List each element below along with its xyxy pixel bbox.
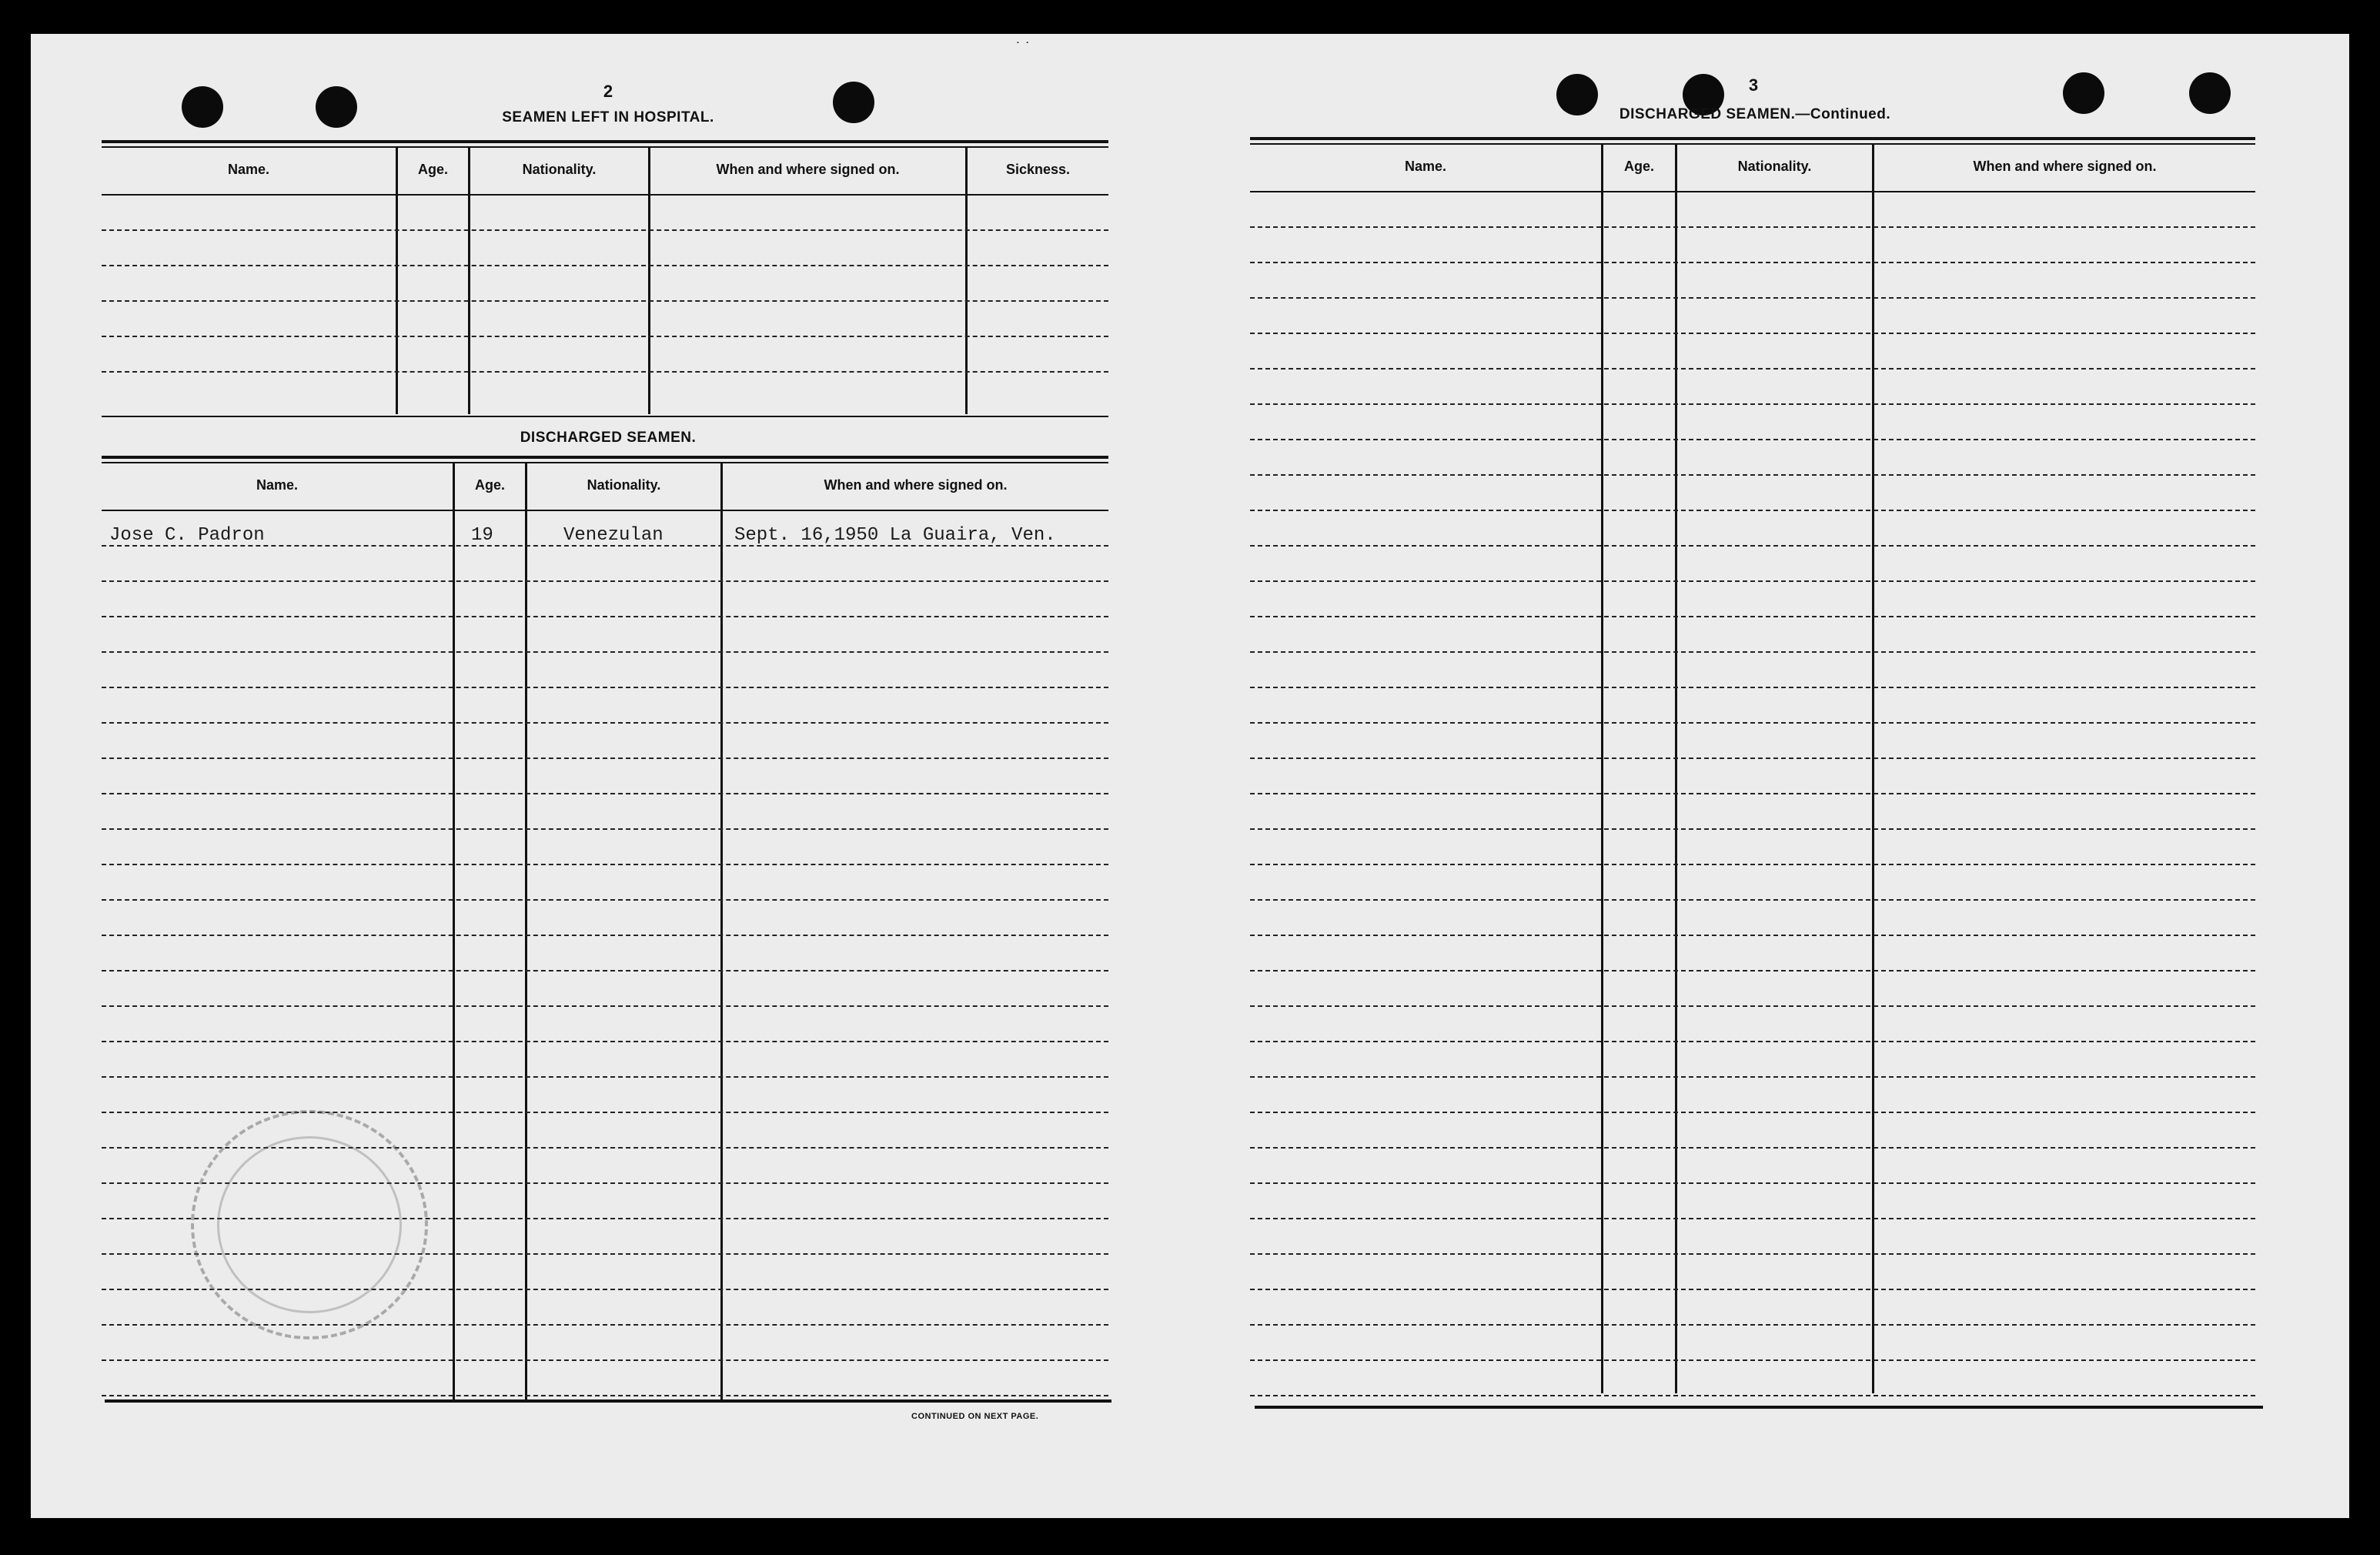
table-row	[1250, 970, 2255, 971]
table-row	[102, 371, 1108, 373]
table-row	[1250, 226, 2255, 228]
right-table-top-rule-2	[1250, 143, 2255, 145]
table-row	[1250, 1395, 2255, 1396]
table-row	[1250, 616, 2255, 617]
table-row	[1250, 297, 2255, 299]
hospital-col-nationality: Nationality.	[522, 162, 597, 177]
discharged-table-top-rule-2	[102, 462, 1108, 463]
table-row	[102, 1112, 1108, 1113]
discharged-col-nationality: Nationality.	[587, 477, 661, 493]
hospital-col-name: Name.	[227, 162, 270, 177]
table-row	[1250, 1076, 2255, 1078]
table-row	[1250, 1359, 2255, 1361]
table-row	[1250, 1182, 2255, 1184]
table-row	[1250, 1253, 2255, 1255]
discharged-row-name: Jose C. Padron	[109, 525, 265, 546]
table-row	[1250, 474, 2255, 476]
table-row	[1250, 439, 2255, 440]
table-row	[1250, 1289, 2255, 1290]
table-row	[102, 1005, 1108, 1007]
hospital-col-age: Age.	[417, 162, 448, 177]
right-table-bottom-rule	[1255, 1406, 2263, 1409]
table-row	[102, 616, 1108, 617]
table-row	[1250, 935, 2255, 936]
hospital-table-top-rule	[102, 140, 1108, 143]
continued-note: CONTINUED ON NEXT PAGE.	[911, 1412, 1039, 1421]
table-row	[102, 336, 1108, 337]
table-row	[1250, 1218, 2255, 1219]
right-rows	[1250, 191, 2255, 1400]
table-row	[1250, 651, 2255, 653]
table-row	[102, 793, 1108, 794]
table-row	[102, 229, 1108, 231]
table-row	[1250, 580, 2255, 582]
page-number: 2	[603, 82, 613, 101]
table-row	[102, 864, 1108, 865]
punch-hole-icon	[2063, 72, 2104, 114]
table-row	[1250, 1147, 2255, 1149]
table-row	[102, 300, 1108, 302]
table-row	[102, 722, 1108, 724]
hospital-col-signed-on: When and where signed on.	[716, 162, 900, 177]
punch-hole-icon	[182, 86, 223, 128]
discharged-col-age: Age.	[474, 477, 505, 493]
discharged-section-title: DISCHARGED SEAMEN.	[520, 430, 697, 446]
discharged-table-bottom-rule	[105, 1400, 1111, 1403]
hospital-section-title: SEAMEN LEFT IN HOSPITAL.	[502, 109, 714, 125]
table-row	[1250, 510, 2255, 511]
table-row	[1250, 899, 2255, 901]
circular-stamp-icon	[191, 1110, 428, 1339]
table-row	[102, 899, 1108, 901]
discharged-row-nationality: Venezulan	[563, 525, 664, 546]
table-row	[1250, 1324, 2255, 1326]
table-row	[102, 757, 1108, 759]
table-row	[102, 1359, 1108, 1361]
punch-hole-icon	[316, 86, 357, 128]
table-row	[102, 1041, 1108, 1042]
table-row	[102, 265, 1108, 266]
table-row	[102, 970, 1108, 971]
table-row	[1250, 828, 2255, 830]
discharged-col-name: Name.	[256, 477, 299, 493]
table-row	[1250, 757, 2255, 759]
table-row	[1250, 793, 2255, 794]
hospital-table-bottom-rule	[102, 416, 1108, 417]
table-row	[1250, 333, 2255, 334]
hospital-col-sickness: Sickness.	[1005, 162, 1071, 177]
table-row	[102, 687, 1108, 688]
table-row	[1250, 262, 2255, 263]
discharged-col-signed-on: When and where signed on.	[824, 477, 1008, 493]
right-col-name: Name.	[1404, 159, 1447, 174]
punch-hole-icon	[833, 82, 874, 123]
table-row	[102, 580, 1108, 582]
discharged-row-signed-on: Sept. 16,1950 La Guaira, Ven.	[734, 525, 1056, 546]
right-table-top-rule	[1250, 137, 2255, 140]
table-row	[1250, 722, 2255, 724]
page-mark-icon: ˙ ˙	[1016, 40, 1031, 57]
table-row	[1250, 687, 2255, 688]
discharged-table-top-rule	[102, 456, 1108, 459]
table-row	[1250, 1041, 2255, 1042]
right-col-signed-on: When and where signed on.	[1973, 159, 2157, 174]
table-row	[102, 651, 1108, 653]
hospital-rows	[102, 194, 1108, 417]
table-row	[102, 545, 1108, 547]
table-row	[102, 1076, 1108, 1078]
table-row	[102, 935, 1108, 936]
table-row	[1250, 1112, 2255, 1113]
right-col-age: Age.	[1623, 159, 1654, 174]
table-row	[1250, 1005, 2255, 1007]
table-row	[1250, 403, 2255, 405]
discharged-row-age: 19	[471, 525, 493, 546]
page-number: 3	[1748, 75, 1759, 95]
continued-section-title: DISCHARGED SEAMEN.—Continued.	[1619, 106, 1891, 122]
table-row	[1250, 545, 2255, 547]
hospital-table-top-rule-2	[102, 146, 1108, 148]
table-row	[102, 828, 1108, 830]
table-row	[1250, 864, 2255, 865]
punch-hole-icon	[2189, 72, 2231, 114]
table-row	[102, 1395, 1108, 1396]
right-col-nationality: Nationality.	[1737, 159, 1812, 174]
table-row	[1250, 368, 2255, 370]
